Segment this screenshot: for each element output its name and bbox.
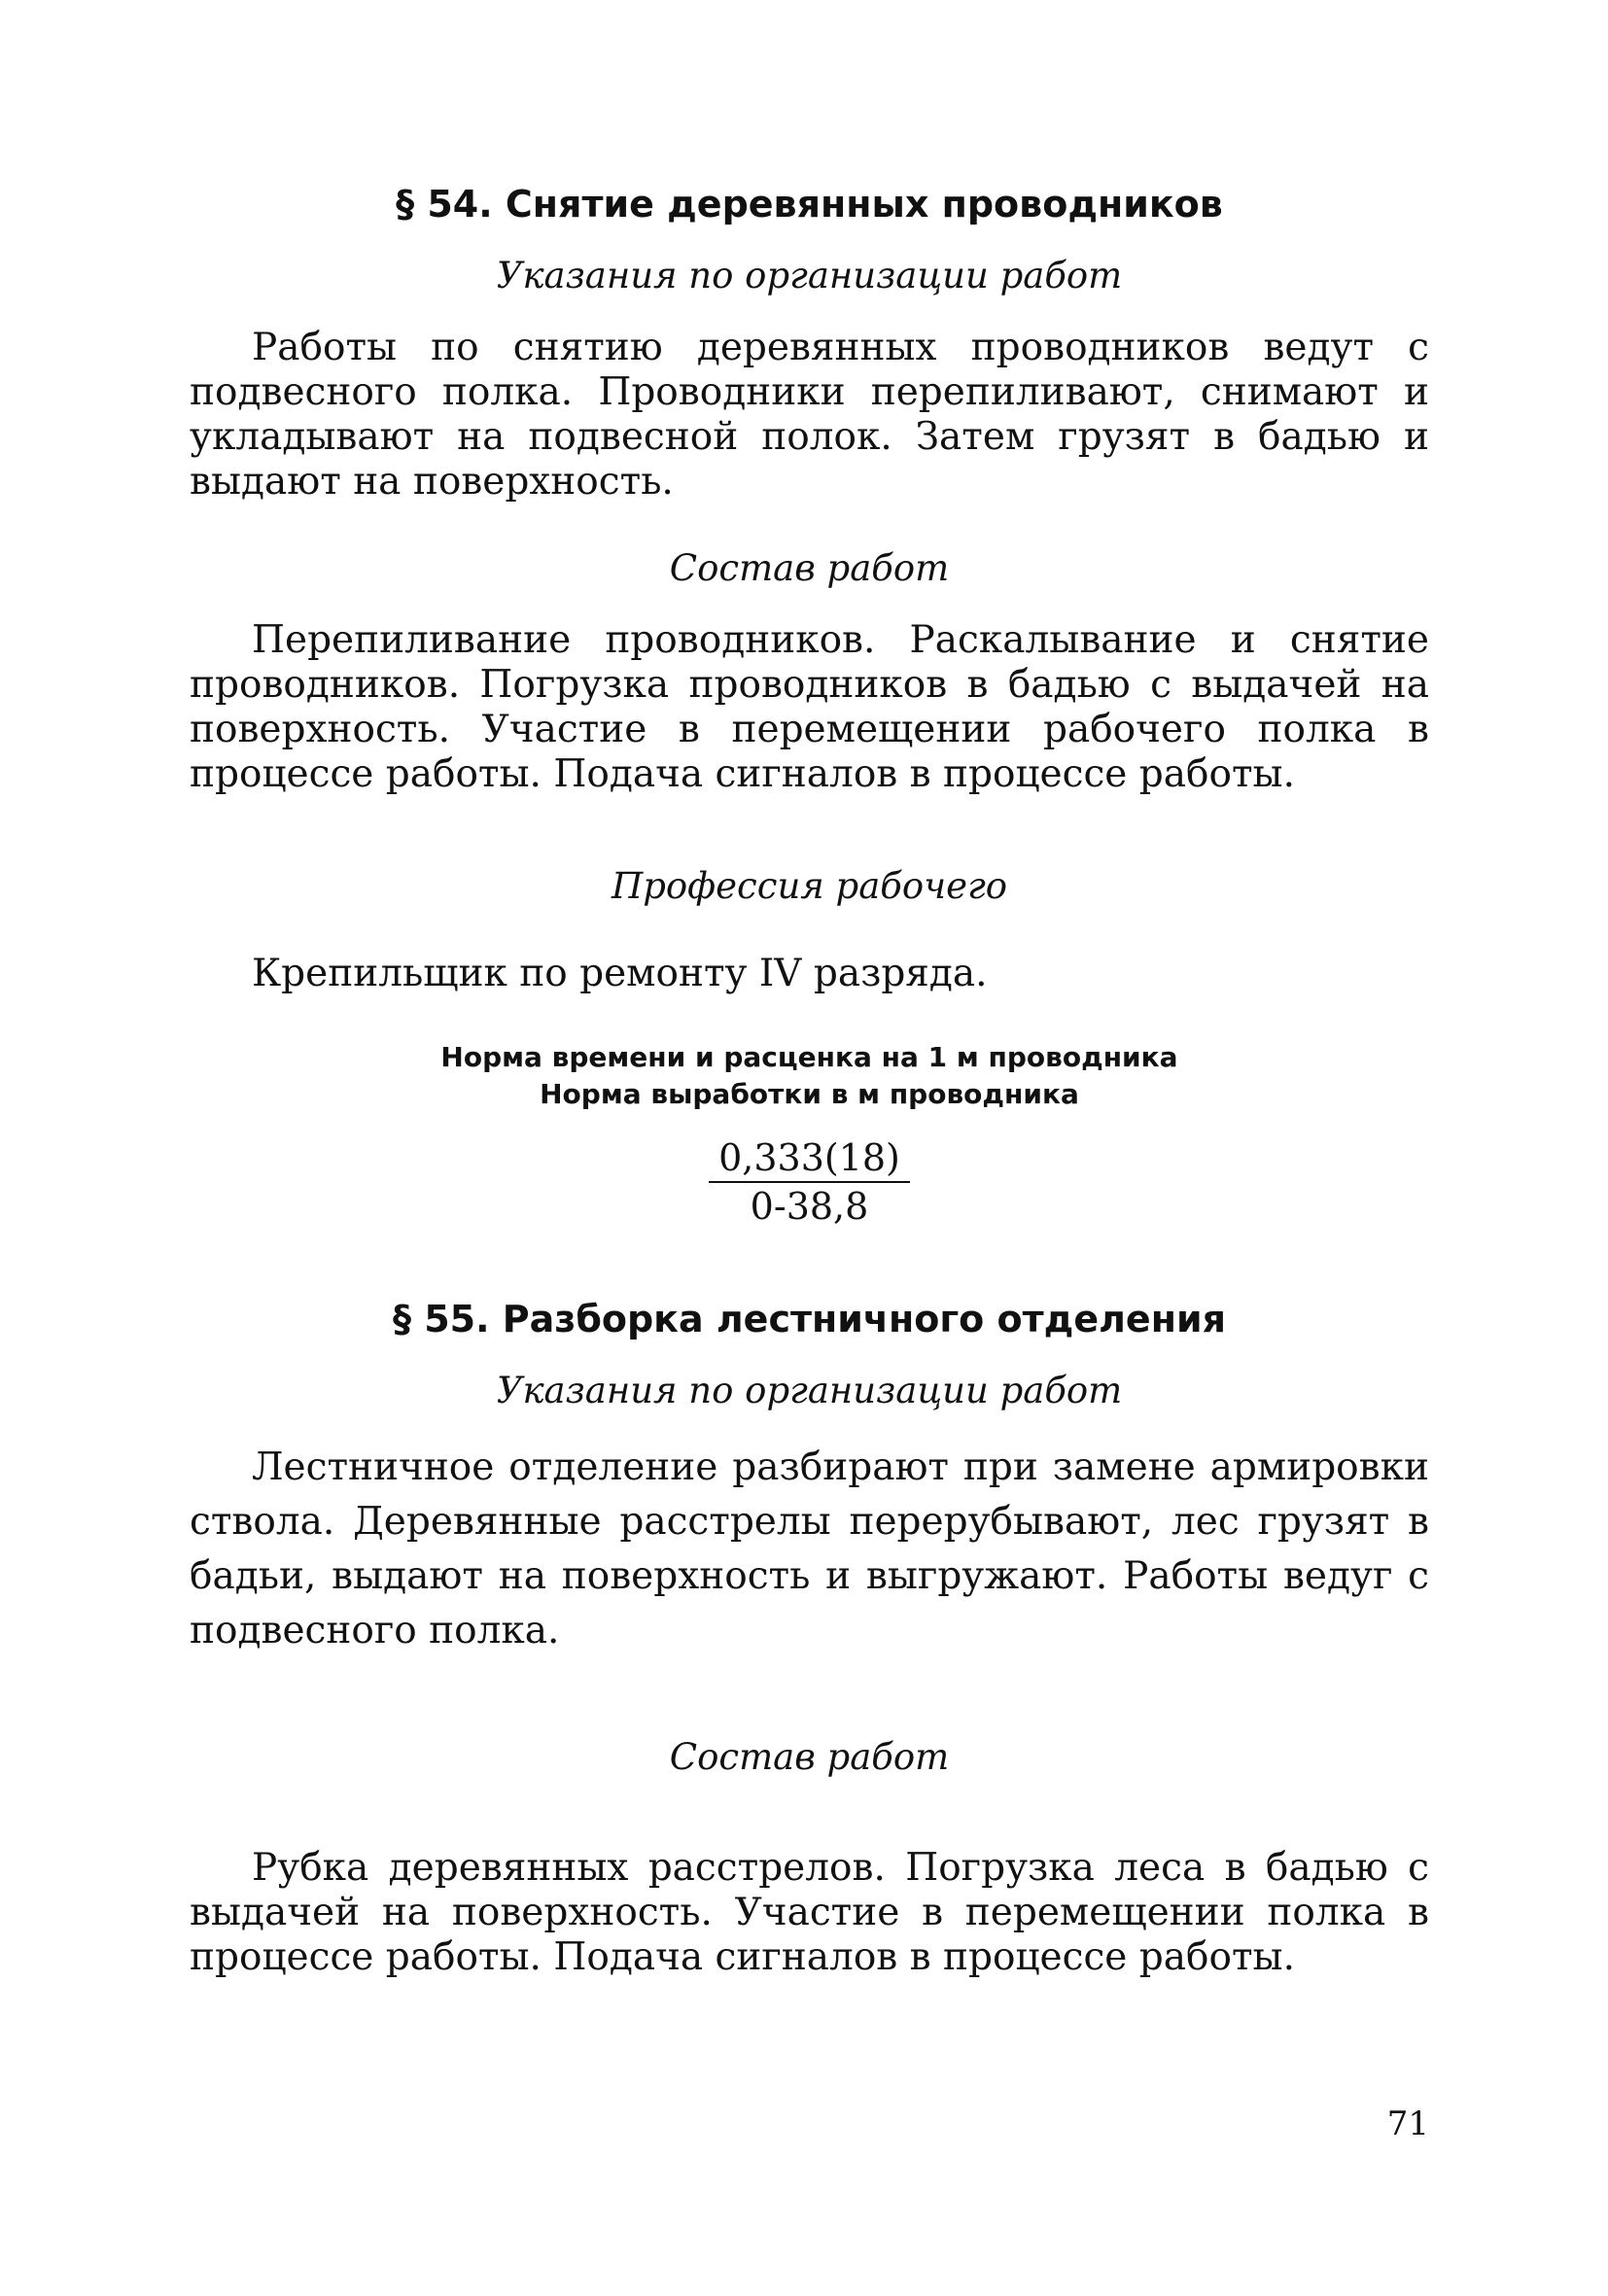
section-54-work-text: Перепиливание проводников. Раскалывание и снятие проводников. Погрузка проводников в бадью с выдачей на поверхность. Участие в перемещении рабочего полка в процессе работы. Подача сигналов в процессе работы. (190, 618, 1429, 796)
section-55-title: § 55. Разборка лестничного отделения (392, 1298, 1226, 1340)
page-content (190, 146, 1429, 1980)
section-55-org-text: Лестничное отделение разбирают при замене армировки ствола. Деревянные расстрелы перерубывают, лес грузят в бадьи, выдают на поверхность и выгружают. Работы ведуг с подвесного полка. (190, 1445, 1429, 1652)
norm-caption (190, 1039, 1429, 1113)
section-55-org-heading: Указания по организации работ (496, 1370, 1123, 1411)
section-54-work-heading: Состав работ (669, 547, 950, 589)
page-number: 71 (1386, 2105, 1429, 2143)
section-54-org-heading: Указания по организации работ (496, 255, 1123, 296)
section-54-profession-heading: Профессия рабочего (611, 865, 1008, 907)
section-54-profession-text: Крепильщик по ремонту IV разряда. (252, 952, 988, 995)
norm-fraction (190, 1136, 1429, 1228)
norm-caption-line-1: Норма времени и расценка на 1 м проводника (440, 1041, 1178, 1073)
section-54-org-text: Работы по снятию деревянных проводников ведут с подвесного полка. Проводники перепиливают, снимают и укладывают на подвесной полок. Затем грузят в бадью и выдают на поверхность. (190, 326, 1429, 504)
section-54-title: § 54. Снятие деревянных проводников (396, 183, 1223, 226)
section-55-work-heading: Состав работ (669, 1736, 950, 1778)
section-55-work-text: Рубка деревянных расстрелов. Погрузка леса в бадью с выдачей на поверхность. Участие в перемещении полка в процессе работы. Подача сигналов в процессе работы. (190, 1846, 1429, 1979)
norm-denominator: 0-38,8 (750, 1185, 869, 1228)
norm-caption-line-2: Норма выработки в м проводника (540, 1078, 1079, 1110)
norm-numerator: 0,333(18) (709, 1136, 910, 1183)
